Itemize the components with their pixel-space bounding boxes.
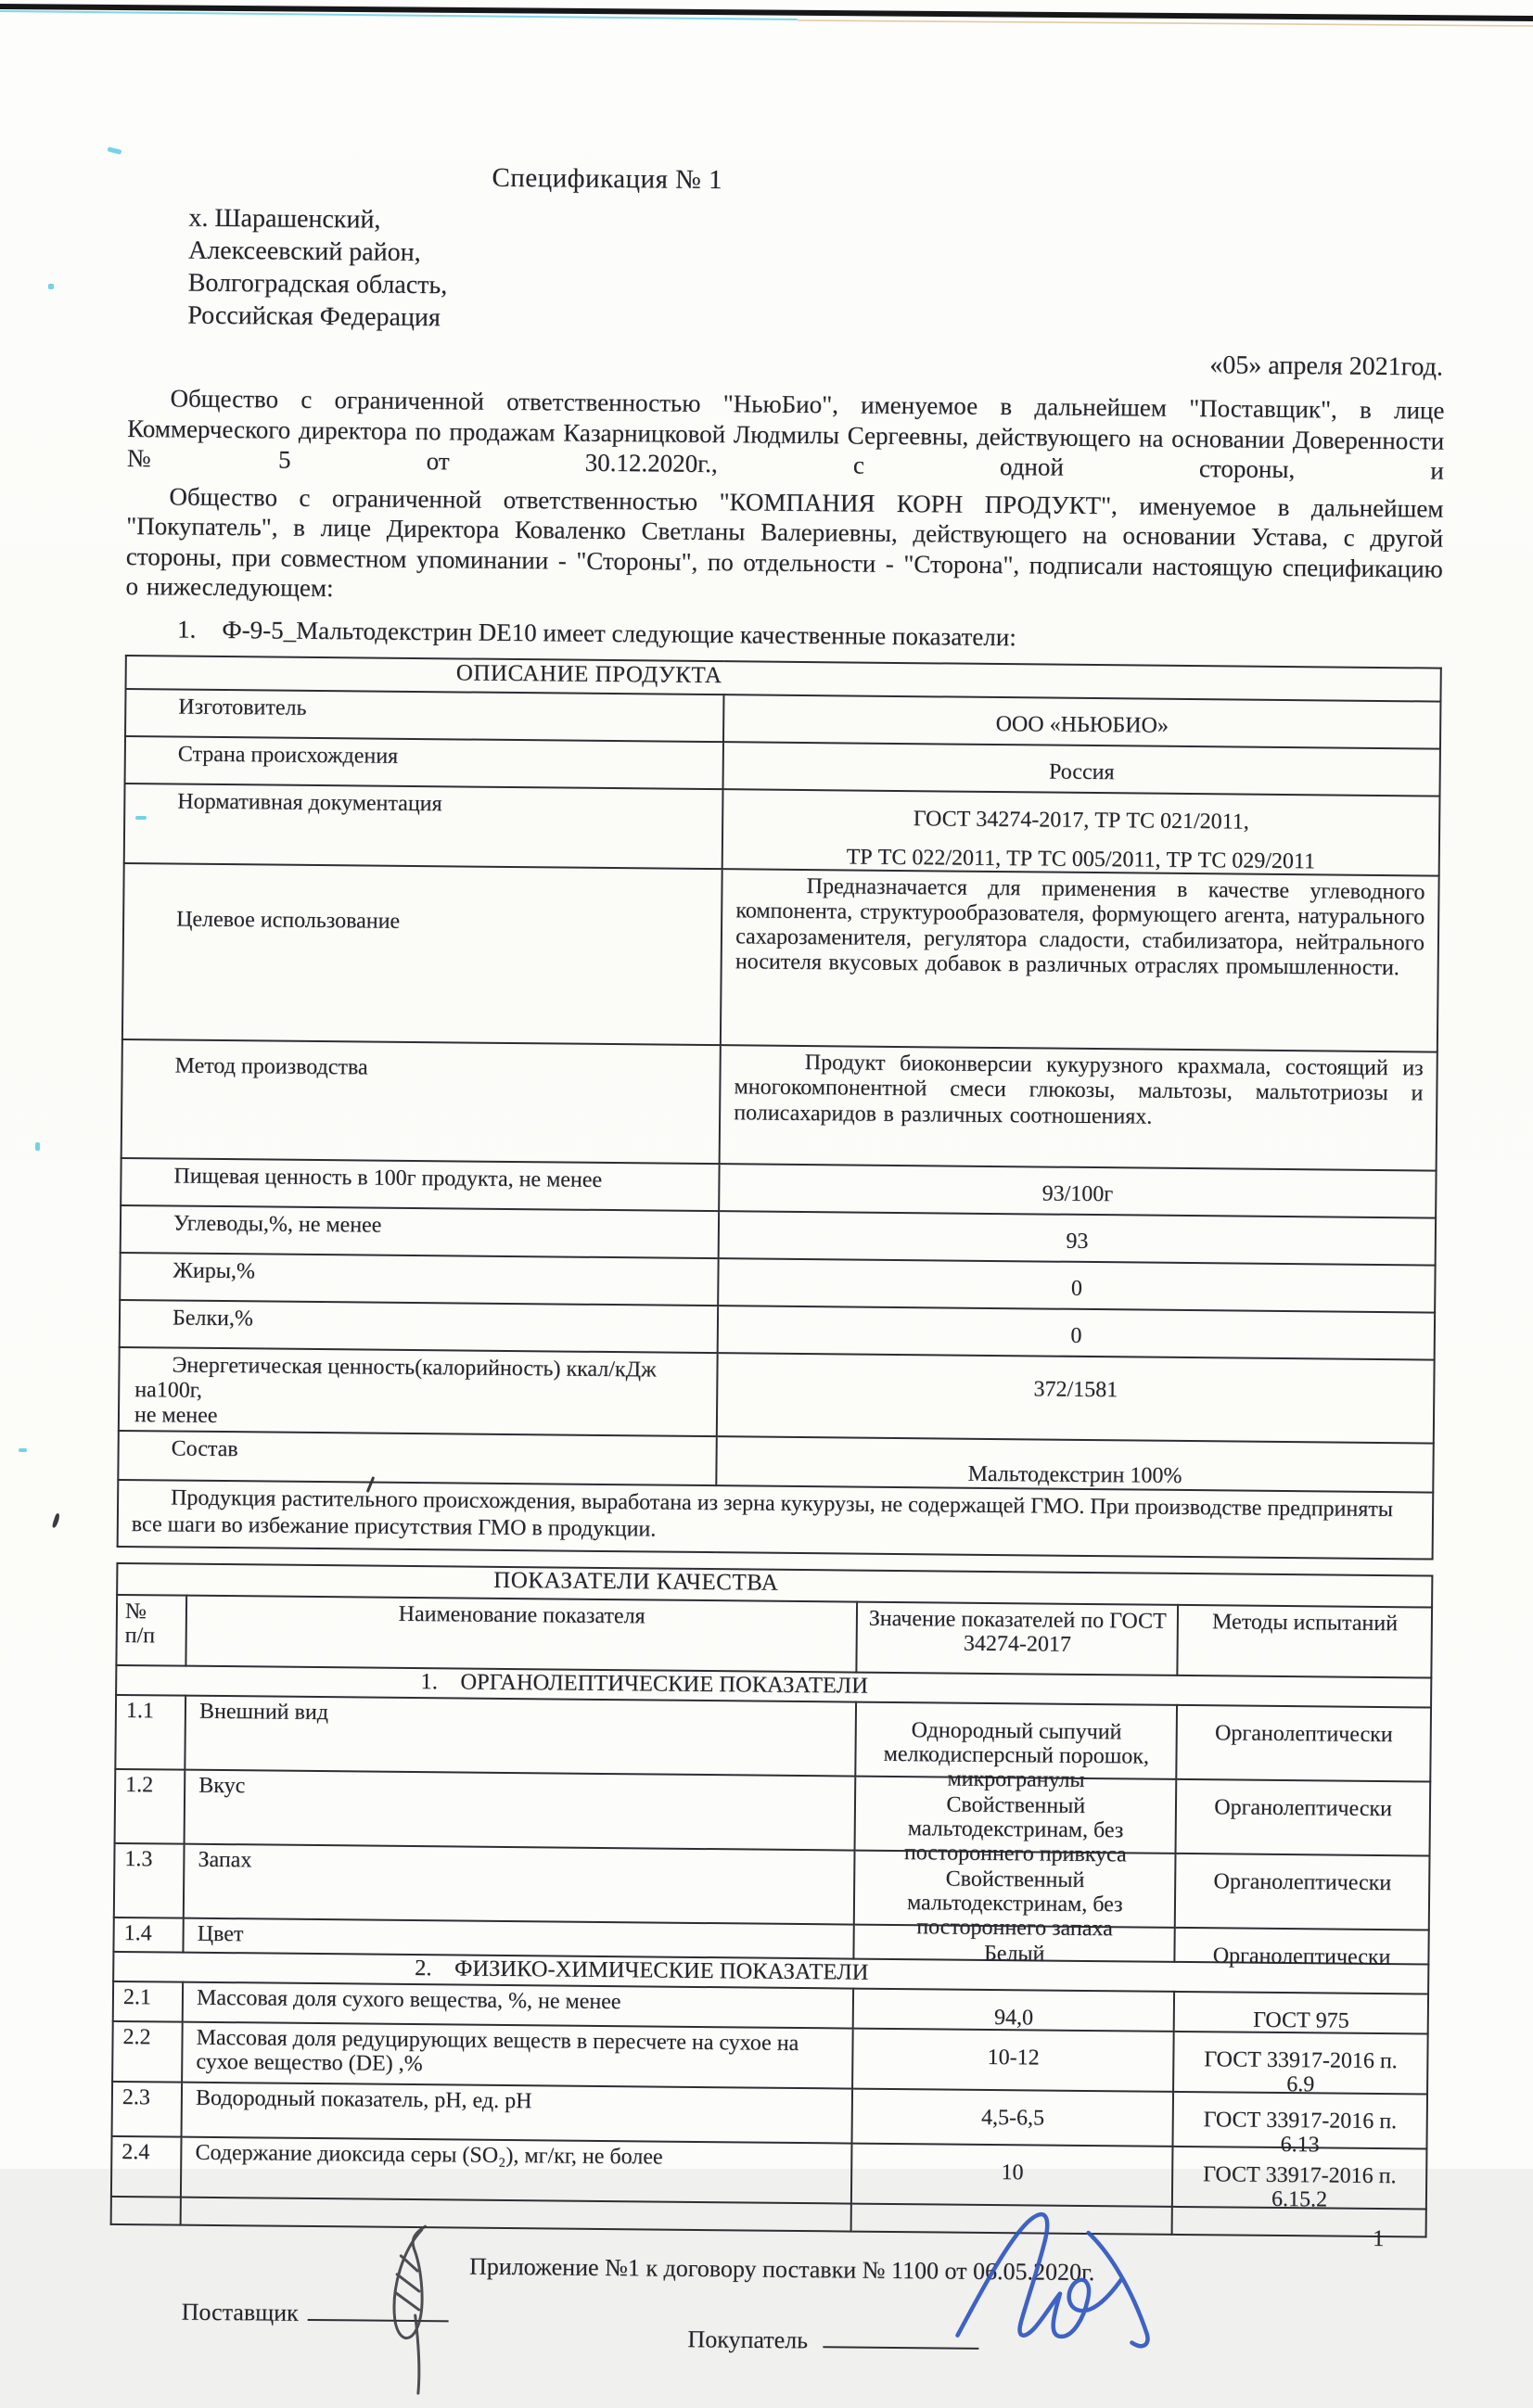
row-value: Белый	[983, 1941, 1045, 1967]
row-value: Свойственный мальтодекстринам, без постороннего привкуса	[903, 1792, 1127, 1867]
row-label: Состав	[118, 1430, 717, 1484]
row-label: Нормативная документация	[124, 783, 723, 868]
document-date: «05» апреля 2021год.	[1209, 350, 1444, 382]
row-label: Метод производства	[121, 1038, 721, 1163]
row-name: Вкус	[185, 1769, 856, 1850]
row-number: 1.4	[113, 1917, 183, 1952]
row-label: Изготовитель	[125, 688, 724, 741]
product-table-title: ОПИСАНИЕ ПРОДУКТА	[126, 655, 1441, 701]
row-value: 93	[1066, 1229, 1089, 1254]
section-title: 2. ФИЗИКО-ХИМИЧЕСКИЕ ПОКАЗАТЕЛИ	[113, 1951, 1428, 1994]
row-method: Органолептически	[1214, 1794, 1393, 1821]
item-1-text: Ф-9-5_Мальтодекстрин DE10 имеет следующие качественные показатели:	[222, 615, 1016, 651]
row-method: ГОСТ 33917-2016 п. 6.15.2	[1203, 2161, 1397, 2211]
document-body	[109, 159, 1447, 2353]
table-note-row	[118, 1479, 1434, 1559]
row-method: ГОСТ 975	[1253, 2007, 1349, 2033]
table-header-row	[116, 1594, 1432, 1677]
quality-indicators-table	[110, 1561, 1434, 2237]
row-number: 2.4	[111, 2135, 182, 2197]
row-value: 93/100г	[1041, 1180, 1114, 1206]
intro-paragraph-1: Общество с ограниченной ответственностью "НьюБио", именуемое в дальнейшем "Поставщик", в лице Коммерческого директора по продажам Казарницковой Людмилы Сергеевны, действующего на основании Доверенности №5 от 30.12.2020г., с одной стороны, и	[126, 384, 1445, 485]
row-label: Энергетическая ценность(калорийность) ккал/кДж на100г, не менее	[119, 1346, 718, 1435]
row-name: Водородный показатель, pH, ед. pH	[182, 2082, 853, 2143]
row-label: Белки,%	[120, 1299, 719, 1352]
row-value: 372/1581	[1033, 1376, 1118, 1402]
document-footer	[109, 2225, 1427, 2353]
address-line: Российская Федерация	[187, 300, 441, 333]
row-method: ГОСТ 33917-2016 п. 6.9	[1204, 2046, 1398, 2096]
row-method: Органолептически	[1213, 1868, 1392, 1895]
scan-speck	[108, 147, 122, 154]
row-number: 1.2	[115, 1768, 185, 1843]
table-row	[114, 1842, 1430, 1930]
intro-paragraph-2: Общество с ограниченной ответственностью "КОМПАНИЯ КОРН ПРОДУКТ", именуемое в дальнейшем "Покупатель", в лице Директора Коваленко Светланы Валериевны, действующего на основании Устава, с другой стороны, при совместном упоминании - "Стороны", по отдельности - "Сторона", подписали настоящую спецификацию о нижеследующем:	[125, 481, 1444, 603]
supplier-label: Поставщик	[181, 2298, 299, 2326]
supplier-signature-line	[308, 2293, 449, 2322]
row-label: Целевое использование	[122, 862, 722, 1044]
row-name: Цвет	[184, 1917, 855, 1958]
row-number: 2.2	[112, 2020, 183, 2082]
row-value: 94,0	[993, 2005, 1034, 2030]
address-line: х. Шарашенский,	[188, 203, 381, 235]
row-label: Углеводы,%, не менее	[121, 1204, 720, 1257]
row-name: Внешний вид	[185, 1695, 856, 1776]
row-value: Свойственный мальтодекстринам, без постороннего запаха	[906, 1867, 1123, 1941]
row-name: Содержание диоксида серы (SO₂), мг/кг, не более	[181, 2136, 852, 2203]
signature-row	[181, 2292, 1426, 2353]
column-header-name: Наименование показателя	[186, 1595, 858, 1672]
row-value: Однородный сыпучий мелкодисперсный порошок, микрогранулы	[883, 1717, 1150, 1792]
row-name: Массовая доля редуцирующих веществ в пересчете на сухое на сухое вещество (DE) ,%	[182, 2021, 853, 2088]
row-method: ГОСТ 33917-2016 п. 6.13	[1203, 2107, 1398, 2157]
table-row	[119, 1346, 1435, 1443]
table-row	[115, 1694, 1431, 1781]
gmo-note: Продукция растительного происхождения, выработана из зерна кукурузы, не содержащей ГМО. При производстве предприняты все шаги во избежание присутствия ГМО в продукции.	[118, 1479, 1434, 1559]
column-header-value: Значение показателей по ГОСТ 34274-2017	[857, 1601, 1179, 1675]
row-value: ООО «НЬЮБИО»	[995, 711, 1169, 738]
row-value: Россия	[1048, 759, 1115, 784]
address-line: Волгоградская область,	[187, 268, 448, 300]
scan-speck	[19, 1448, 27, 1452]
table-row	[124, 783, 1440, 875]
table-row	[122, 862, 1439, 1051]
row-name: Запах	[184, 1843, 855, 1924]
row-name: Массовая доля сухого вещества, %, не менее	[183, 1981, 854, 2028]
row-value: 0	[1070, 1276, 1083, 1301]
item-1-heading	[177, 615, 1442, 656]
row-method: Органолептически	[1214, 1720, 1393, 1747]
row-label: Пищевая ценность в 100г продукта, не менее	[121, 1157, 720, 1210]
column-header-num: № п/п	[116, 1594, 186, 1665]
row-value: Продукт биоконверсии кукурузного крахмала, состоящий из многокомпонентной смеси глюкозы, мальтозы, мальтотриозы и полисахаридов в различных соотношениях.	[734, 1050, 1424, 1129]
row-value: Предназначается для применения в качестве углеводного компонента, структурообразователя, формующего агента, натурального сахарозаменителя, регулятора сладости, стабилизатора, нейтрального носителя вкусовых добавок в различных отраслях промышленности.	[735, 873, 1425, 981]
row-number: 1.3	[114, 1842, 185, 1917]
row-value: 0	[1070, 1323, 1082, 1348]
address-line: Алексеевский район,	[187, 236, 421, 268]
quality-table-title: ПОКАЗАТЕЛИ КАЧЕСТВА	[117, 1562, 1432, 1607]
row-value: 10-12	[987, 2045, 1040, 2070]
row-value: 10	[1001, 2160, 1024, 2185]
section-title: 1. ОРГАНОЛЕПТИЧЕСКИЕ ПОКАЗАТЕЛИ	[116, 1664, 1431, 1707]
item-1-number: 1.	[177, 615, 197, 643]
scan-speck	[48, 284, 54, 289]
buyer-signature-line	[823, 2321, 978, 2350]
row-value: ГОСТ 34274-2017, ТР ТС 021/2011, ТР ТС 022/2011, ТР ТС 005/2011, ТР ТС 029/2011	[846, 806, 1316, 873]
row-label: Жиры,%	[120, 1252, 719, 1305]
table-row	[121, 1038, 1437, 1170]
ink-comma-artifact	[52, 1513, 61, 1529]
page-number: 1	[1372, 2225, 1385, 2251]
row-number: 2.3	[112, 2081, 183, 2136]
appendix-reference: Приложение №1 к договору поставки № 1100 от 06.05.2020г.	[468, 2252, 1095, 2286]
row-number: 1.1	[115, 1694, 185, 1769]
document-title: Спецификация № 1	[492, 162, 723, 196]
scan-speck	[35, 1142, 40, 1151]
buyer-label: Покупатель	[687, 2325, 809, 2353]
row-value: 4,5-6,5	[980, 2105, 1045, 2131]
scan-edge-artifact	[0, 0, 1533, 32]
buyer-signature-block	[687, 2319, 978, 2355]
column-header-method: Методы испытаний	[1178, 1604, 1432, 1677]
row-label: Страна происхождения	[125, 735, 724, 788]
address-block	[187, 202, 1446, 344]
row-value: Мальтодекстрин 100%	[967, 1461, 1182, 1488]
row-method: Органолептически	[1212, 1943, 1391, 1969]
table-row	[115, 1768, 1431, 1855]
product-description-table	[117, 654, 1442, 1560]
row-number: 2.1	[113, 1981, 184, 2021]
